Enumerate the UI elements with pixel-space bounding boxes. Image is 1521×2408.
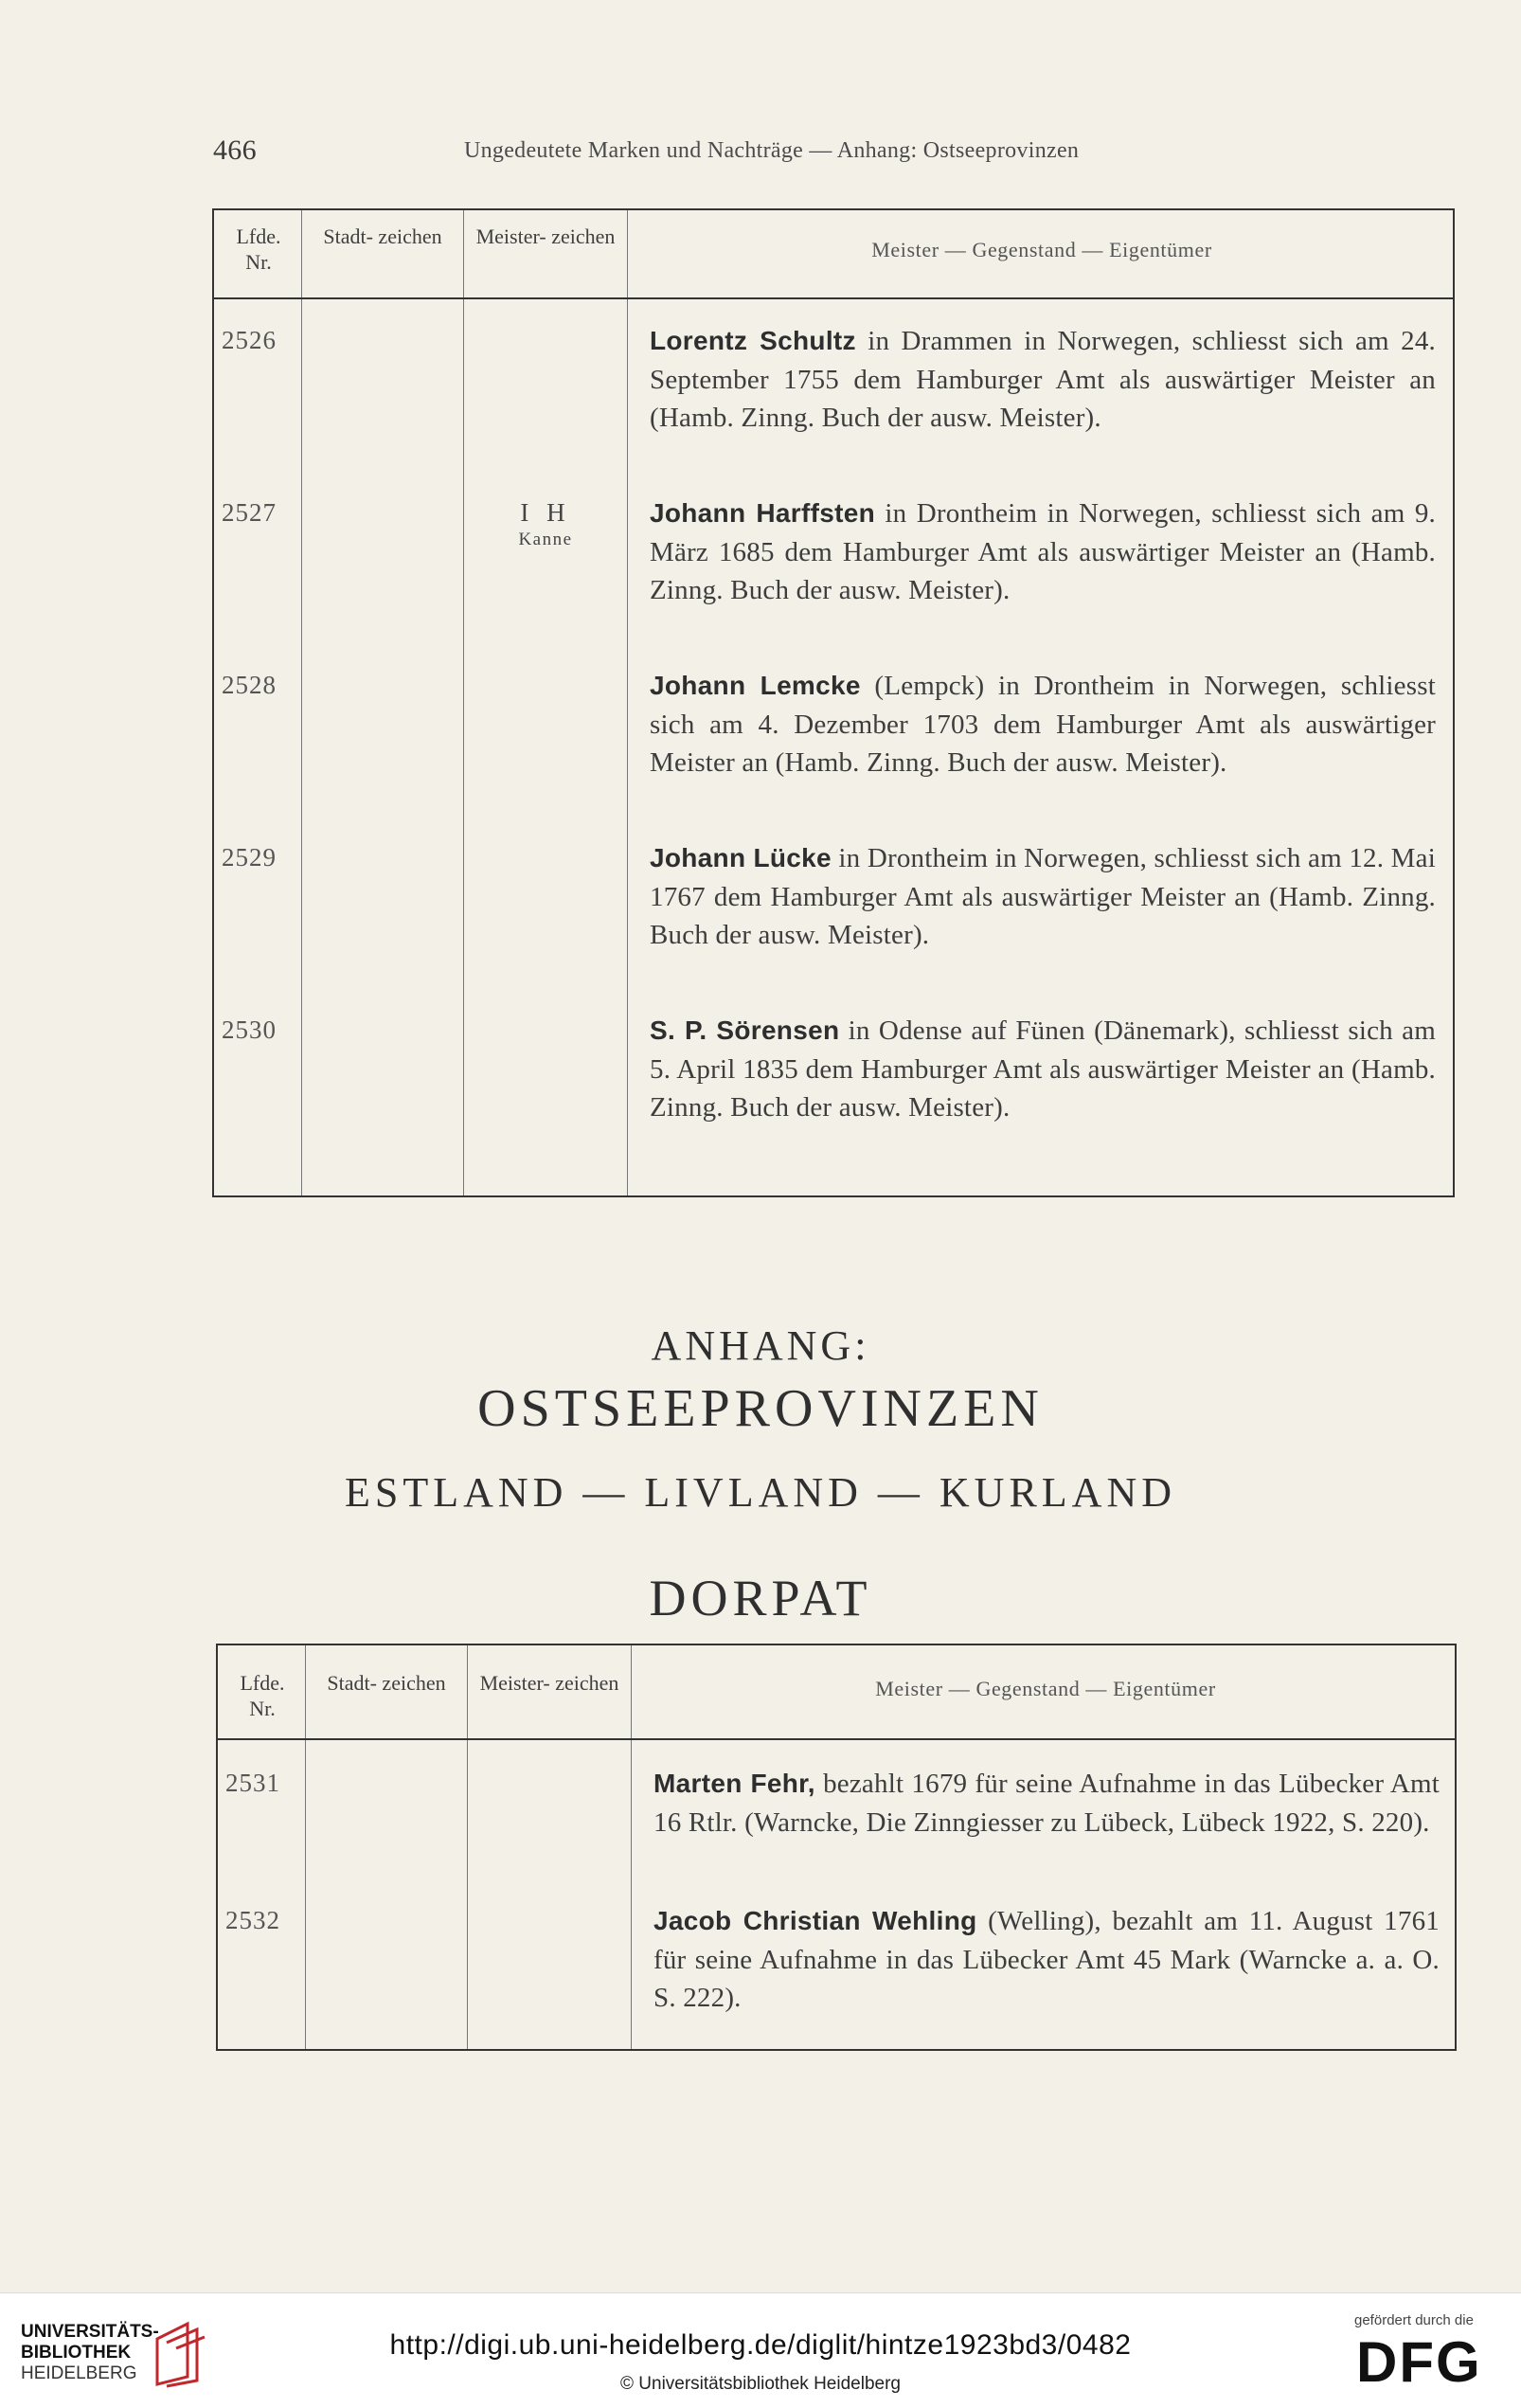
copyright-notice: © Universitätsbibliothek Heidelberg	[620, 2374, 901, 2394]
entry-description	[650, 322, 1436, 438]
mark-object: Kanne	[518, 530, 573, 549]
entry-body: in Drontheim in Norwegen, schliesst sich am 9. März 1685 dem Hamburger Amt als auswärtiger Meister an (Hamb. Zinng. Buch der ausw. Meister).	[650, 498, 1436, 605]
entry-body: in Drontheim in Norwegen, schliesst sich am 12. Mai 1767 dem Hamburger Amt als auswärtiger Meister an (Hamb. Zinng. Buch der ausw. Meister).	[650, 843, 1436, 950]
entries-table-bottom	[216, 1644, 1457, 2051]
entry-number: 2532	[225, 1906, 280, 1934]
dfg-logo[interactable]: DFG	[1356, 2330, 1482, 2394]
entry-body: (Welling), bezahlt am 11. August 1761 für seine Aufnahme in das Lübecker Amt 45 Mark (Warncke a. a. O. S. 222).	[653, 1906, 1440, 2013]
header-gegenstand: Meister — Gegenstand — Eigentümer	[875, 1677, 1216, 1700]
entry-number: 2529	[222, 843, 277, 872]
maker-name: S. P. Sörensen	[650, 1015, 840, 1045]
entry-description	[650, 667, 1436, 782]
permalink-url[interactable]: http://digi.ub.uni-heidelberg.de/diglit/hintze1923bd3/0482	[389, 2329, 1132, 2361]
entry-number: 2528	[222, 671, 277, 699]
footer-bar	[0, 2292, 1521, 2408]
library-name-line1: UNIVERSITÄTS-	[21, 2322, 159, 2342]
header-gegenstand: Meister — Gegenstand — Eigentümer	[871, 238, 1212, 261]
entry-body: in Drammen in Norwegen, schliesst sich am 24. September 1755 dem Hamburger Amt als auswärtiger Meister an (Hamb. Zinng. Buch der ausw. Meister).	[650, 326, 1436, 433]
maker-name: Jacob Christian Wehling	[653, 1906, 977, 1935]
entry-description	[653, 1765, 1440, 1842]
entry-body: bezahlt 1679 für seine Aufnahme in das Lübecker Amt 16 Rtlr. (Warncke, Die Zinngiesser zu Lübeck, Lübeck 1922, S. 220).	[653, 1769, 1440, 1838]
entry-number: 2527	[222, 498, 277, 527]
maker-name: Marten Fehr,	[653, 1769, 815, 1798]
entry-description	[650, 839, 1436, 955]
mark-initials: I H	[520, 498, 571, 527]
section-anhang: ANHANG:	[651, 1322, 870, 1369]
meisterzeichen-mark	[466, 498, 625, 550]
section-title: OSTSEEPROVINZEN	[477, 1379, 1044, 1438]
entry-number: 2530	[222, 1015, 277, 1044]
section-regions: ESTLAND — LIVLAND — KURLAND	[344, 1469, 1177, 1516]
header-meisterzeichen: Meister- zeichen	[479, 1671, 619, 1695]
entry-description	[650, 1012, 1436, 1127]
funder-caption: gefördert durch die	[1354, 2312, 1474, 2328]
library-name-line3: HEIDELBERG	[21, 2363, 137, 2383]
entry-number: 2531	[225, 1769, 280, 1797]
page-number: 466	[213, 135, 257, 166]
header-lfde: Lfde. Nr.	[236, 225, 281, 274]
entry-description	[653, 1902, 1440, 2018]
maker-name: Johann Harffsten	[650, 498, 876, 528]
library-name-line2: BIBLIOTHEK	[21, 2343, 132, 2363]
entry-body: in Odense auf Fünen (Dänemark), schliesst sich am 5. April 1835 dem Hamburger Amt als auswärtiger Meister an (Hamb. Zinng. Buch der ausw. Meister).	[650, 1015, 1436, 1123]
maker-name: Lorentz Schultz	[650, 326, 856, 355]
header-meisterzeichen: Meister- zeichen	[475, 225, 616, 248]
running-head: Ungedeutete Marken und Nachträge — Anhang: Ostseeprovinzen	[464, 138, 1080, 163]
maker-name: Johann Lemcke	[650, 671, 861, 700]
entry-description	[650, 494, 1436, 610]
header-lfde: Lfde. Nr.	[240, 1671, 285, 1720]
entry-body: (Lempck) in Drontheim in Norwegen, schliesst sich am 4. Dezember 1703 dem Hamburger Amt als auswärtiger Meister an (Hamb. Zinng. Buch der ausw. Meister).	[650, 671, 1436, 778]
entries-table-top	[212, 208, 1455, 1197]
header-stadtzeichen: Stadt- zeichen	[327, 1671, 446, 1695]
header-stadtzeichen: Stadt- zeichen	[323, 225, 442, 248]
section-city: DORPAT	[649, 1570, 872, 1626]
entry-number: 2526	[222, 326, 277, 354]
maker-name: Johann Lücke	[650, 843, 832, 872]
